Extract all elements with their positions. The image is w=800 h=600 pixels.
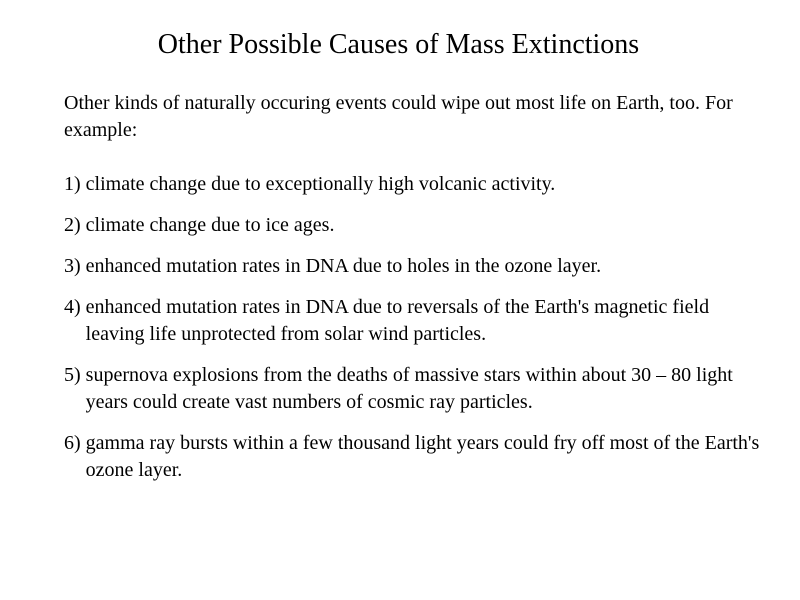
item-number: 3) xyxy=(64,255,86,277)
list-item xyxy=(64,430,764,484)
item-number: 6) xyxy=(64,432,86,454)
causes-list xyxy=(64,171,764,484)
intro-paragraph: Other kinds of naturally occuring events could wipe out most life on Earth, too. For example: xyxy=(64,92,733,141)
item-text: climate change due to ice ages. xyxy=(85,214,335,236)
item-number: 4) xyxy=(64,296,86,318)
item-text: gamma ray bursts within a few thousand light years could fry off most of the Earth's ozone layer. xyxy=(85,432,760,481)
list-item xyxy=(64,212,764,239)
slide-title: Other Possible Causes of Mass Extinctions xyxy=(157,29,640,60)
slide-content xyxy=(64,90,764,498)
list-item xyxy=(64,171,764,198)
item-text: climate change due to exceptionally high volcanic activity. xyxy=(85,173,556,195)
item-text: enhanced mutation rates in DNA due to reversals of the Earth's magnetic field leaving life unprotected from solar wind particles. xyxy=(85,296,710,345)
item-number: 1) xyxy=(64,173,86,195)
list-item xyxy=(64,294,764,348)
item-text: enhanced mutation rates in DNA due to holes in the ozone layer. xyxy=(85,255,602,277)
item-text: supernova explosions from the deaths of massive stars within about 30 – 80 light years could create vast numbers of cosmic ray particles. xyxy=(85,364,733,413)
item-number: 2) xyxy=(64,214,86,236)
list-item xyxy=(64,253,764,280)
list-item xyxy=(64,362,764,416)
item-number: 5) xyxy=(64,364,86,386)
